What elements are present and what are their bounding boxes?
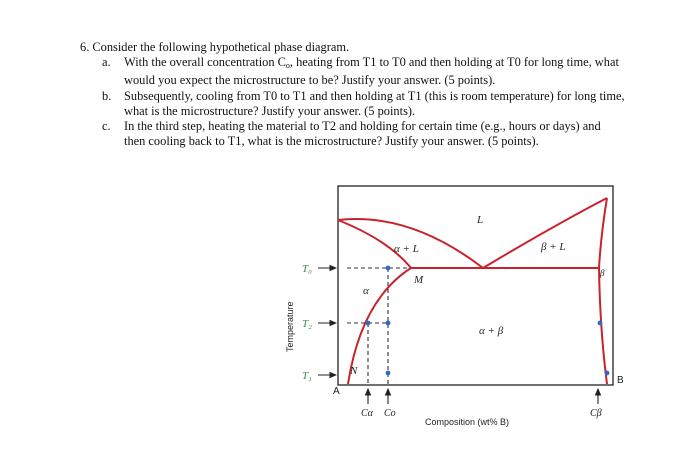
temperature-labels <box>302 263 312 382</box>
liquidus-right <box>483 198 607 268</box>
item-a-subscript: o <box>285 61 290 71</box>
solvus-left <box>348 268 411 384</box>
temperature-arrows <box>318 268 336 375</box>
co-t1-marker <box>386 371 391 376</box>
alpha-beta-label: α + β <box>479 325 504 337</box>
item-a-text-before: With the overall concentration C <box>124 55 286 70</box>
calpha-t2-marker <box>366 321 371 326</box>
beta-t1-marker <box>605 371 610 376</box>
t1-label: T₁ <box>302 370 312 382</box>
solidus-right <box>599 198 607 268</box>
corner-b-label: B <box>617 375 624 386</box>
phase-boundaries <box>338 198 607 384</box>
calpha-label: Cα <box>361 408 373 419</box>
co-label: Co <box>384 408 396 419</box>
composition-arrows <box>368 389 598 404</box>
point-n-label: N <box>350 365 358 377</box>
item-c-text: In the third step, heating the material to T2 and holding for certain time (e.g., hours or days) and then cooling back to T1, what is the microstructure? Justify your answer. (5 points). <box>124 119 601 149</box>
corner-a-label: A <box>333 386 340 397</box>
region-labels <box>349 214 605 377</box>
item-a-text-after: , heating from T1 to T0 and then holding at T0 for long time, what would you expect the microstructure to be? Justify your answer. (5 points). <box>124 55 619 88</box>
cbeta-label: Cβ <box>590 408 602 419</box>
liquid-label: L <box>477 214 484 226</box>
beta-liquid-label: β + L <box>541 241 566 253</box>
corner-labels <box>333 375 624 397</box>
item-b-text: Subsequently, cooling from T0 to T1 and then holding at T1 (this is room temperature) for long time, what is the microstructure? Justify your answer. (5 points). <box>124 88 625 118</box>
y-axis-label: Temperature <box>285 301 295 352</box>
solvus-right <box>599 268 607 384</box>
eutectic-point-label: M <box>414 274 424 286</box>
beta-label: β <box>600 268 605 278</box>
item-marker: b. <box>102 88 112 103</box>
co-t0-marker <box>386 266 391 271</box>
x-axis-label: Composition (wt% B) <box>425 417 510 427</box>
t2-label: T₂ <box>302 318 312 330</box>
composition-markers <box>366 266 610 376</box>
question-title: 6. Consider the following hypothetical phase diagram. <box>80 40 350 54</box>
item-marker: c. <box>102 119 111 134</box>
alpha-label: α <box>363 285 369 297</box>
item-marker: a. <box>102 55 111 70</box>
co-t2-marker <box>386 321 391 326</box>
beta-t2-marker <box>598 321 603 326</box>
alpha-liquid-label: α + L <box>394 243 419 255</box>
t0-label: T₀ <box>302 263 312 275</box>
